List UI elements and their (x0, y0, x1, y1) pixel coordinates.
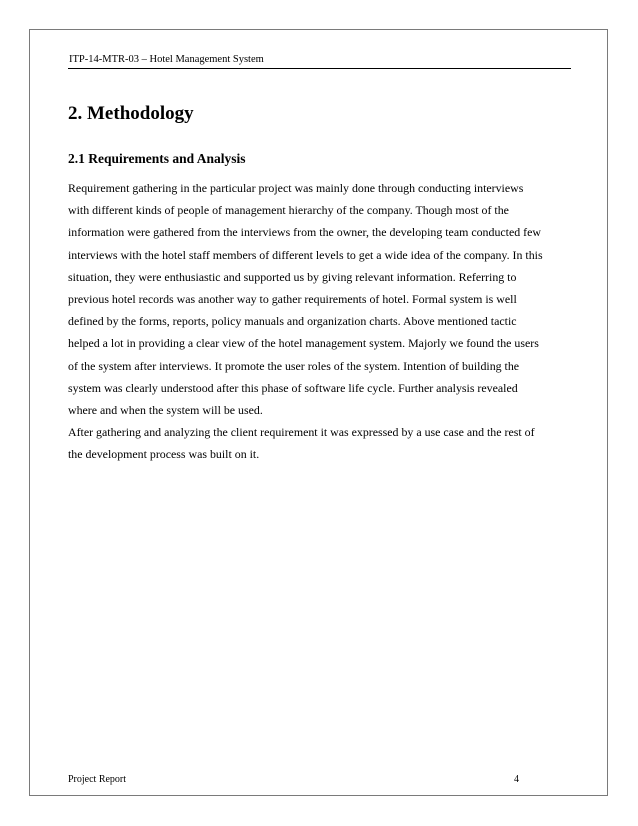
chapter-title: 2. Methodology (68, 103, 194, 124)
body-line: helped a lot in providing a clear view of the hotel management system. Majorly we found the users (68, 336, 539, 351)
body-line: previous hotel records was another way to gather requirements of hotel. Formal system is well (68, 291, 517, 306)
body-line: situation, they were enthusiastic and supported us by giving relevant information. Referring to (68, 269, 517, 284)
footer-label: Project Report (68, 774, 127, 785)
body-line: After gathering and analyzing the client requirement it was expressed by a use case and the rest of (68, 425, 535, 440)
header-rule (68, 68, 571, 69)
body-line: system was clearly understood after this phase of software life cycle. Further analysis revealed (68, 380, 518, 395)
page-number: 4 (514, 774, 519, 785)
body-line: defined by the forms, reports, policy manuals and organization charts. Above mentioned tactic (68, 314, 517, 329)
body-line: Requirement gathering in the particular project was mainly done through conducting interviews (68, 181, 524, 195)
section-title: 2.1 Requirements and Analysis (68, 151, 246, 166)
body-paragraph (68, 177, 578, 465)
body-line: interviews with the hotel staff members of different levels to get a wide idea of the company. In this (68, 247, 543, 262)
body-line: the development process was built on it. (68, 447, 260, 462)
body-line: of the system after interviews. It promote the user roles of the system. Intention of building the (68, 358, 520, 373)
body-line: with different kinds of people of management hierarchy of the company. Though most of the (68, 203, 509, 218)
body-line: information were gathered from the interviews from the owner, the developing team conducted few (68, 225, 541, 240)
running-header: ITP-14-MTR-03 – Hotel Management System (69, 54, 264, 65)
body-line: where and when the system will be used. (68, 402, 263, 417)
